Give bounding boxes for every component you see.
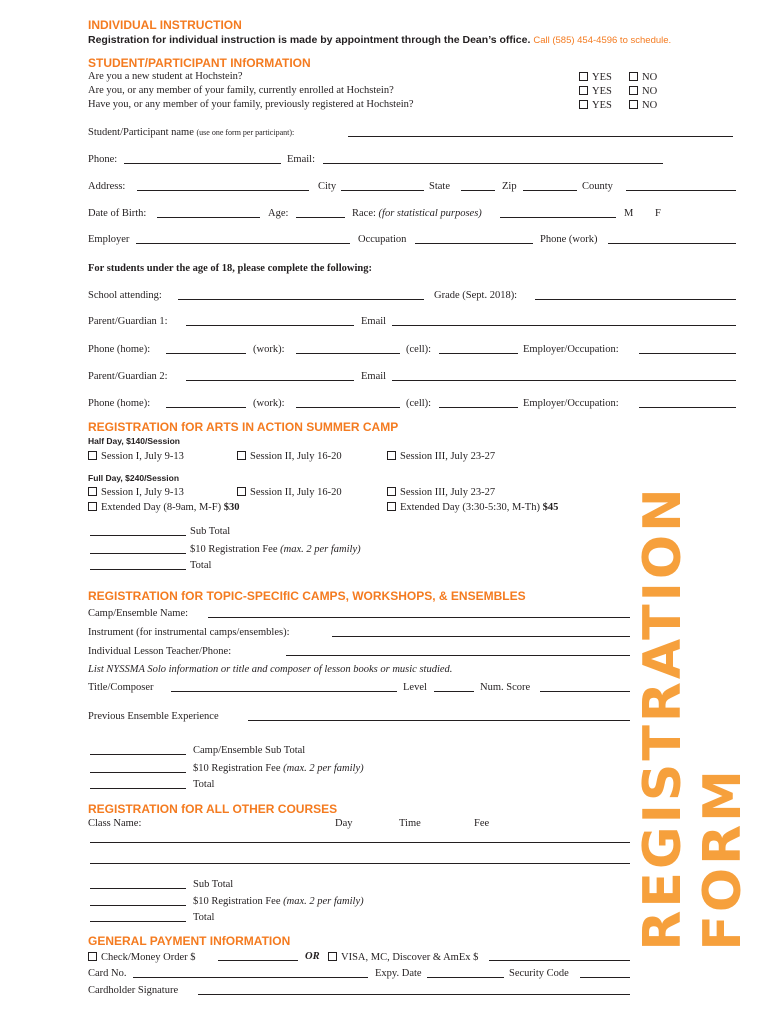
extended-day-afternoon-price: $45 bbox=[542, 502, 559, 513]
gender-m-option[interactable]: M bbox=[624, 208, 634, 219]
parent2-email-label: Email bbox=[361, 371, 387, 382]
address-field[interactable] bbox=[137, 190, 309, 191]
title-composer-label: Title/Composer bbox=[88, 682, 154, 693]
extended-day-morning-label: Extended Day (8-9am, M-F) bbox=[101, 502, 222, 513]
parent1-cell-field[interactable] bbox=[439, 353, 518, 354]
card-option-label: VISA, MC, Discover & AmEx $ bbox=[341, 952, 479, 963]
question-new-student: Are you a new student at Hochstein? bbox=[88, 71, 243, 82]
student-name-field[interactable] bbox=[348, 136, 733, 137]
checkbox-icon bbox=[387, 487, 396, 496]
full-session-2-label: Session II, July 16-20 bbox=[250, 487, 342, 498]
num-score-label: Num. Score bbox=[480, 682, 531, 693]
checkbox-icon bbox=[629, 86, 638, 95]
topic-total-field[interactable] bbox=[90, 788, 186, 789]
parent2-field[interactable] bbox=[186, 380, 354, 381]
parent2-label: Parent/Guardian 2: bbox=[88, 371, 168, 382]
arts-total-label: Total bbox=[190, 560, 212, 571]
yes-label: YES bbox=[592, 100, 612, 111]
no-checkbox-1[interactable] bbox=[629, 71, 657, 83]
student-name-text: Student/Participant name bbox=[88, 127, 194, 138]
check-money-order-label: Check/Money Order $ bbox=[101, 952, 196, 963]
yes-checkbox-2[interactable] bbox=[579, 85, 612, 97]
check-money-order-option[interactable] bbox=[88, 951, 195, 963]
arts-subtotal-field[interactable] bbox=[90, 535, 186, 536]
age-label: Age: bbox=[268, 208, 289, 219]
parent1-email-label: Email bbox=[361, 316, 387, 327]
email-field[interactable] bbox=[323, 163, 663, 164]
state-field[interactable] bbox=[461, 190, 495, 191]
checkbox-icon bbox=[387, 451, 396, 460]
school-field[interactable] bbox=[178, 299, 424, 300]
yes-checkbox-3[interactable] bbox=[579, 99, 612, 111]
arts-reg-fee-field[interactable] bbox=[90, 553, 186, 554]
other-subtotal-field[interactable] bbox=[90, 888, 186, 889]
half-session-3-label: Session III, July 23-27 bbox=[400, 451, 496, 462]
minor-heading: For students under the age of 18, please complete the following: bbox=[88, 263, 372, 274]
no-label: NO bbox=[642, 86, 658, 97]
teacher-field[interactable] bbox=[286, 655, 630, 656]
nyssma-instructions: List NYSSMA Solo information or title and composer of lesson books or music studied. bbox=[88, 664, 453, 675]
parent2-cell-label: (cell): bbox=[406, 398, 432, 409]
gender-f-option[interactable]: F bbox=[655, 208, 661, 219]
age-field[interactable] bbox=[296, 217, 345, 218]
section-title-student: STUDENT/PARTICIPANT INfORMATION bbox=[88, 56, 311, 70]
no-checkbox-3[interactable] bbox=[629, 99, 657, 111]
card-no-field[interactable] bbox=[133, 977, 368, 978]
phone-label: Phone: bbox=[88, 154, 118, 165]
state-label: State bbox=[429, 181, 450, 192]
section-title-payment: GENERAL PAYMENT INfORMATION bbox=[88, 934, 291, 948]
race-label bbox=[352, 208, 482, 219]
other-reg-fee-label bbox=[193, 896, 364, 907]
title-composer-field[interactable] bbox=[171, 691, 397, 692]
section-title-arts: REGISTRATION fOR ARTS IN ACTION SUMMER CAMP bbox=[88, 420, 399, 434]
parent1-employer-label: Employer/Occupation: bbox=[523, 344, 619, 355]
yes-checkbox-1[interactable] bbox=[579, 71, 612, 83]
checkbox-icon bbox=[88, 451, 97, 460]
parent1-field[interactable] bbox=[186, 325, 354, 326]
checkbox-icon bbox=[579, 72, 588, 81]
student-name-hint: (use one form per participant): bbox=[196, 128, 295, 137]
half-session-2-label: Session II, July 16-20 bbox=[250, 451, 342, 462]
extended-day-afternoon-label: Extended Day (3:30-5:30, M-Th) bbox=[400, 502, 540, 513]
checkbox-icon bbox=[579, 86, 588, 95]
race-hint: (for statistical purposes) bbox=[378, 208, 482, 219]
signature-field[interactable] bbox=[198, 994, 630, 995]
parent2-employer-label: Employer/Occupation: bbox=[523, 398, 619, 409]
occupation-field[interactable] bbox=[415, 243, 533, 244]
section-title-individual: INDIVIDUAL INSTRUCTION bbox=[88, 18, 242, 32]
checkbox-icon bbox=[328, 952, 337, 961]
full-session-2[interactable] bbox=[237, 486, 342, 498]
parent2-cell-field[interactable] bbox=[439, 407, 518, 408]
check-amount-field[interactable] bbox=[218, 960, 298, 961]
no-checkbox-2[interactable] bbox=[629, 85, 657, 97]
extended-day-morning[interactable] bbox=[88, 501, 240, 513]
num-score-field[interactable] bbox=[540, 691, 630, 692]
parent2-employer-field[interactable] bbox=[639, 407, 736, 408]
county-field[interactable] bbox=[626, 190, 736, 191]
address-label: Address: bbox=[88, 181, 126, 192]
topic-reg-fee-hint: (max. 2 per family) bbox=[283, 763, 364, 774]
arts-subtotal-label: Sub Total bbox=[190, 526, 231, 537]
no-label: NO bbox=[642, 100, 658, 111]
camp-name-field[interactable] bbox=[208, 617, 630, 618]
time-label: Time bbox=[399, 818, 421, 829]
zip-label: Zip bbox=[502, 181, 517, 192]
arts-reg-fee-hint: (max. 2 per family) bbox=[280, 544, 361, 555]
no-label: NO bbox=[642, 72, 658, 83]
checkbox-icon bbox=[629, 72, 638, 81]
parent2-phone-home-field[interactable] bbox=[166, 407, 246, 408]
topic-reg-fee-field[interactable] bbox=[90, 772, 186, 773]
county-label: County bbox=[582, 181, 613, 192]
call-text: Call (585) 454-4596 to schedule. bbox=[533, 35, 672, 46]
signature-label: Cardholder Signature bbox=[88, 985, 179, 996]
expy-label: Expy. Date bbox=[375, 968, 422, 979]
city-label: City bbox=[318, 181, 337, 192]
full-session-1-label: Session I, July 9-13 bbox=[101, 487, 184, 498]
section-title-other: REGISTRATION fOR ALL OTHER COURSES bbox=[88, 802, 338, 816]
day-label: Day bbox=[335, 818, 353, 829]
topic-reg-fee-label bbox=[193, 763, 364, 774]
half-session-2[interactable] bbox=[237, 450, 342, 462]
level-label: Level bbox=[403, 682, 427, 693]
parent1-phone-home-label: Phone (home): bbox=[88, 344, 151, 355]
employer-field[interactable] bbox=[136, 243, 350, 244]
half-session-3[interactable] bbox=[387, 450, 495, 462]
security-code-field[interactable] bbox=[580, 977, 630, 978]
expy-field[interactable] bbox=[427, 977, 504, 978]
prev-ensemble-field[interactable] bbox=[248, 720, 630, 721]
question-previously-registered: Have you, or any member of your family, previously registered at Hochstein? bbox=[88, 99, 414, 110]
side-title: REGISTRATION FORM bbox=[633, 485, 753, 951]
employer-label: Employer bbox=[88, 234, 130, 245]
other-subtotal-label: Sub Total bbox=[193, 879, 234, 890]
checkbox-icon bbox=[88, 502, 97, 511]
grade-field[interactable] bbox=[535, 299, 736, 300]
class-row-2-field[interactable] bbox=[90, 863, 630, 864]
parent1-phone-home-field[interactable] bbox=[166, 353, 246, 354]
question-currently-enrolled: Are you, or any member of your family, currently enrolled at Hochstein? bbox=[88, 85, 394, 96]
grade-label: Grade (Sept. 2018): bbox=[434, 290, 518, 301]
card-no-label: Card No. bbox=[88, 968, 127, 979]
parent1-work-label: (work): bbox=[253, 344, 285, 355]
yes-label: YES bbox=[592, 72, 612, 83]
zip-field[interactable] bbox=[523, 190, 577, 191]
parent2-email-field[interactable] bbox=[392, 380, 736, 381]
parent1-label: Parent/Guardian 1: bbox=[88, 316, 168, 327]
parent1-work-field[interactable] bbox=[296, 353, 400, 354]
other-reg-fee-text: $10 Registration Fee bbox=[193, 896, 281, 907]
other-total-field[interactable] bbox=[90, 921, 186, 922]
card-amount-field[interactable] bbox=[489, 960, 630, 961]
level-field[interactable] bbox=[434, 691, 474, 692]
full-day-label: Full Day, $240/Session bbox=[88, 473, 180, 483]
occupation-label: Occupation bbox=[358, 234, 407, 245]
topic-subtotal-field[interactable] bbox=[90, 754, 186, 755]
yes-label: YES bbox=[592, 86, 612, 97]
full-session-3[interactable] bbox=[387, 486, 495, 498]
race-text: Race: bbox=[352, 208, 376, 219]
race-field[interactable] bbox=[500, 217, 616, 218]
side-title-container bbox=[633, 438, 753, 998]
class-name-label: Class Name: bbox=[88, 818, 142, 829]
full-session-3-label: Session III, July 23-27 bbox=[400, 487, 496, 498]
city-field[interactable] bbox=[341, 190, 424, 191]
student-name-label bbox=[88, 127, 294, 138]
fee-label: Fee bbox=[474, 818, 490, 829]
camp-name-label: Camp/Ensemble Name: bbox=[88, 608, 189, 619]
school-label: School attending: bbox=[88, 290, 162, 301]
class-row-1-field[interactable] bbox=[90, 842, 630, 843]
parent1-employer-field[interactable] bbox=[639, 353, 736, 354]
phone-work-field[interactable] bbox=[608, 243, 736, 244]
email-label: Email: bbox=[287, 154, 315, 165]
half-session-1-label: Session I, July 9-13 bbox=[101, 451, 184, 462]
instrument-label: Instrument (for instrumental camps/ensembles): bbox=[88, 627, 290, 638]
checkbox-icon bbox=[88, 487, 97, 496]
checkbox-icon bbox=[88, 952, 97, 961]
extended-day-morning-price: $30 bbox=[223, 502, 240, 513]
section-title-topic: REGISTRATION fOR TOPIC-SPECIfIC CAMPS, WORKSHOPS, & ENSEMBLES bbox=[88, 589, 526, 603]
prev-ensemble-label: Previous Ensemble Experience bbox=[88, 711, 219, 722]
security-code-label: Security Code bbox=[509, 968, 569, 979]
topic-reg-fee-text: $10 Registration Fee bbox=[193, 763, 281, 774]
other-reg-fee-field[interactable] bbox=[90, 905, 186, 906]
checkbox-icon bbox=[237, 487, 246, 496]
checkbox-icon bbox=[629, 100, 638, 109]
arts-reg-fee-text: $10 Registration Fee bbox=[190, 544, 278, 555]
parent1-email-field[interactable] bbox=[392, 325, 736, 326]
parent1-cell-label: (cell): bbox=[406, 344, 432, 355]
extended-day-afternoon[interactable] bbox=[387, 501, 558, 513]
half-session-1[interactable] bbox=[88, 450, 184, 462]
teacher-label: Individual Lesson Teacher/Phone: bbox=[88, 646, 232, 657]
full-session-1[interactable] bbox=[88, 486, 184, 498]
individual-note-text: Registration for individual instruction is made by appointment through the Dean’s office. bbox=[88, 34, 531, 46]
checkbox-icon bbox=[387, 502, 396, 511]
parent2-phone-home-label: Phone (home): bbox=[88, 398, 151, 409]
phone-work-label: Phone (work) bbox=[540, 234, 598, 245]
arts-total-field[interactable] bbox=[90, 569, 186, 570]
individual-note bbox=[88, 34, 671, 46]
other-total-label: Total bbox=[193, 912, 215, 923]
other-reg-fee-hint: (max. 2 per family) bbox=[283, 896, 364, 907]
phone-field[interactable] bbox=[124, 163, 281, 164]
parent2-work-label: (work): bbox=[253, 398, 285, 409]
or-text: OR bbox=[305, 951, 320, 962]
topic-total-label: Total bbox=[193, 779, 215, 790]
topic-subtotal-label: Camp/Ensemble Sub Total bbox=[193, 745, 306, 756]
half-day-label: Half Day, $140/Session bbox=[88, 436, 180, 446]
instrument-field[interactable] bbox=[332, 636, 630, 637]
parent2-work-field[interactable] bbox=[296, 407, 400, 408]
card-option[interactable] bbox=[328, 951, 478, 963]
checkbox-icon bbox=[237, 451, 246, 460]
checkbox-icon bbox=[579, 100, 588, 109]
dob-label: Date of Birth: bbox=[88, 208, 147, 219]
arts-reg-fee-label bbox=[190, 544, 361, 555]
dob-field[interactable] bbox=[157, 217, 260, 218]
